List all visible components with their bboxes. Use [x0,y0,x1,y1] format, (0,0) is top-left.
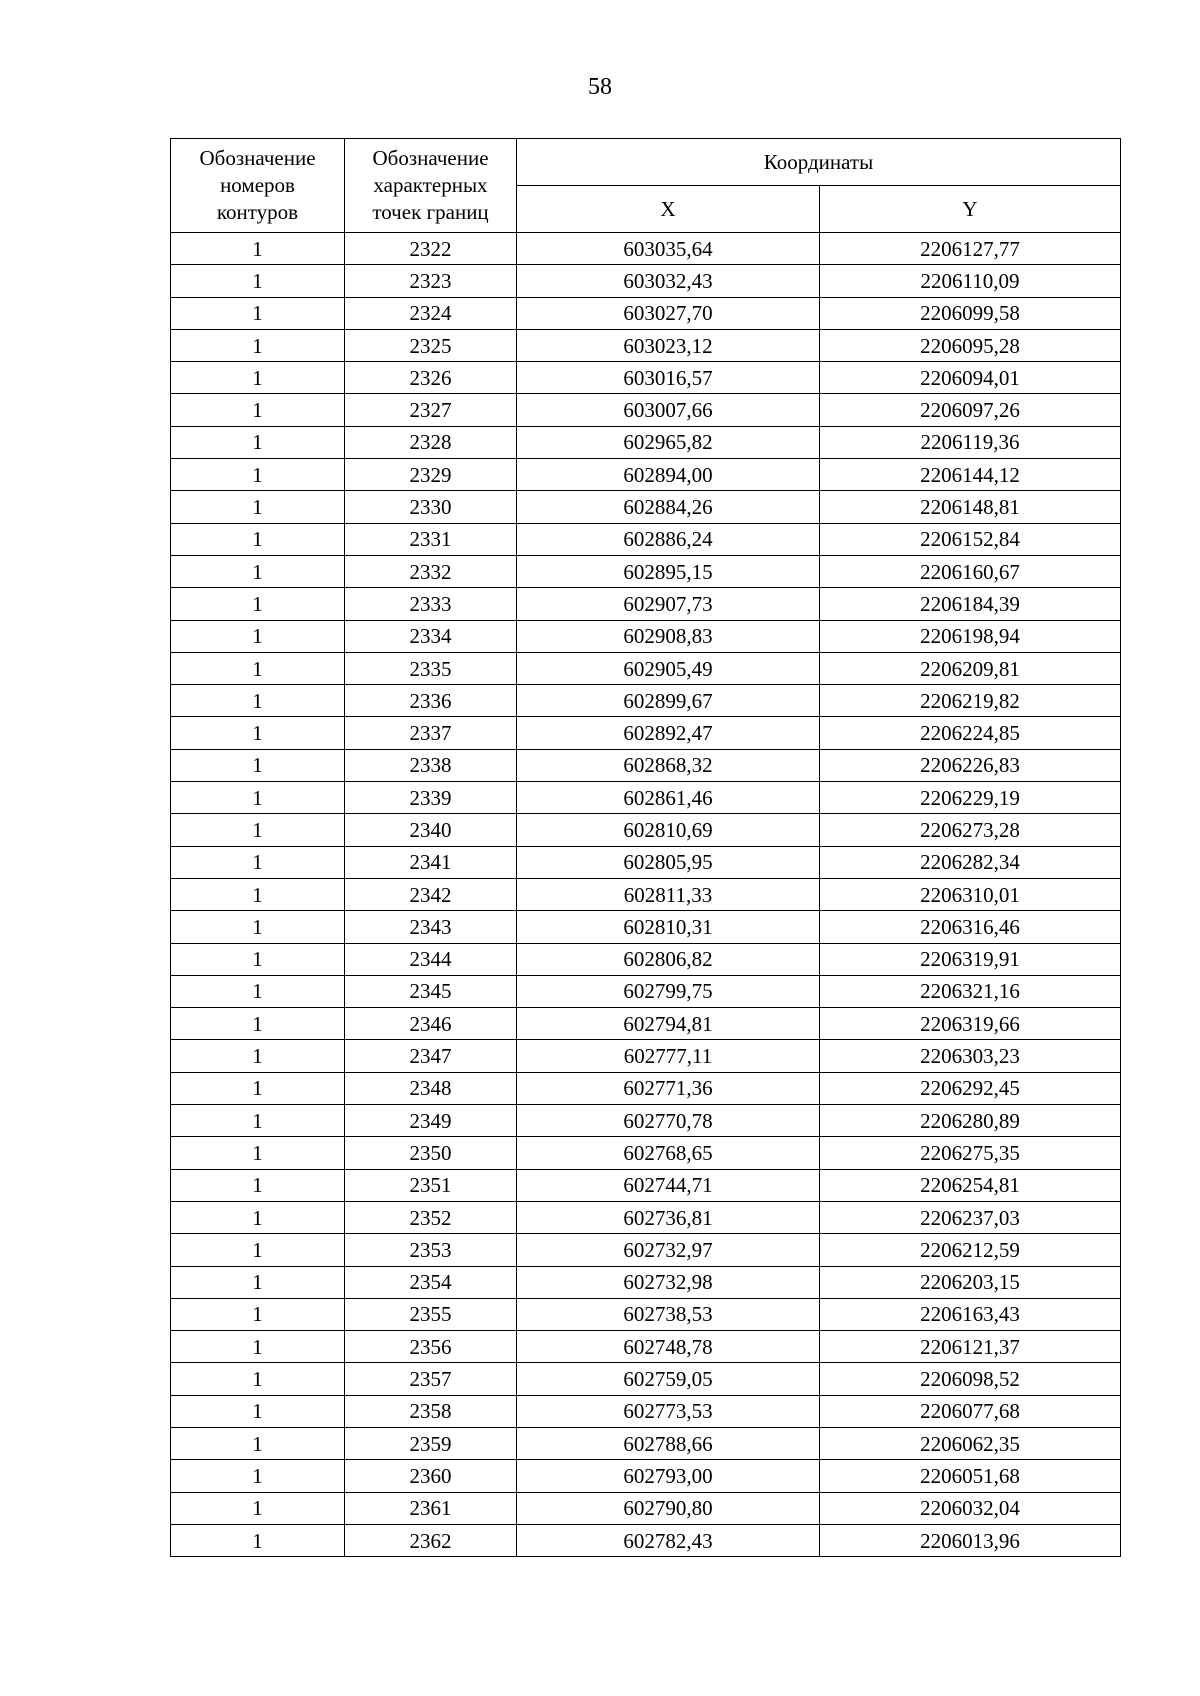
contour-number-cell: 1 [171,878,345,910]
table-row [171,911,1121,943]
table-row [171,1266,1121,1298]
header-contour-numbers [171,139,345,233]
point-number-cell: 2354 [345,1266,517,1298]
table-row [171,523,1121,555]
contour-number-cell: 1 [171,814,345,846]
x-coordinate-cell: 602884,26 [517,491,820,523]
header-contour-line-2: номеров [220,173,295,197]
x-coordinate-cell: 602748,78 [517,1331,820,1363]
table-row [171,782,1121,814]
point-number-cell: 2357 [345,1363,517,1395]
y-coordinate-cell: 2206212,59 [820,1234,1121,1266]
x-coordinate-cell: 603016,57 [517,362,820,394]
point-number-cell: 2356 [345,1331,517,1363]
y-coordinate-cell: 2206319,66 [820,1008,1121,1040]
contour-number-cell: 1 [171,1363,345,1395]
point-number-cell: 2322 [345,233,517,265]
table-row [171,1363,1121,1395]
x-coordinate-cell: 603027,70 [517,297,820,329]
point-number-cell: 2335 [345,652,517,684]
table-row [171,1427,1121,1459]
x-coordinate-cell: 602868,32 [517,749,820,781]
contour-number-cell: 1 [171,491,345,523]
point-number-cell: 2343 [345,911,517,943]
x-coordinate-cell: 602908,83 [517,620,820,652]
contour-number-cell: 1 [171,329,345,361]
contour-number-cell: 1 [171,394,345,426]
contour-number-cell: 1 [171,1169,345,1201]
x-coordinate-cell: 602736,81 [517,1201,820,1233]
point-number-cell: 2341 [345,846,517,878]
contour-number-cell: 1 [171,911,345,943]
point-number-cell: 2347 [345,1040,517,1072]
contour-number-cell: 1 [171,1137,345,1169]
table-row [171,265,1121,297]
point-number-cell: 2360 [345,1460,517,1492]
table-row [171,975,1121,1007]
table-row [171,1040,1121,1072]
y-coordinate-cell: 2206062,35 [820,1427,1121,1459]
x-coordinate-cell: 602744,71 [517,1169,820,1201]
table-row [171,1169,1121,1201]
contour-number-cell: 1 [171,620,345,652]
contour-number-cell: 1 [171,1395,345,1427]
y-coordinate-cell: 2206321,16 [820,975,1121,1007]
table-row [171,426,1121,458]
x-coordinate-cell: 602811,33 [517,878,820,910]
point-number-cell: 2358 [345,1395,517,1427]
y-coordinate-cell: 2206203,15 [820,1266,1121,1298]
y-coordinate-cell: 2206316,46 [820,911,1121,943]
y-coordinate-cell: 2206282,34 [820,846,1121,878]
contour-number-cell: 1 [171,1427,345,1459]
contour-number-cell: 1 [171,1266,345,1298]
table-row [171,1137,1121,1169]
header-x: X [517,186,820,233]
header-contour-line-3: контуров [216,200,299,224]
point-number-cell: 2346 [345,1008,517,1040]
y-coordinate-cell: 2206184,39 [820,588,1121,620]
y-coordinate-cell: 2206209,81 [820,652,1121,684]
x-coordinate-cell: 602965,82 [517,426,820,458]
x-coordinate-cell: 602806,82 [517,943,820,975]
point-number-cell: 2330 [345,491,517,523]
x-coordinate-cell: 602895,15 [517,555,820,587]
header-point-line-2: характерных [373,173,488,197]
contour-number-cell: 1 [171,1298,345,1330]
table-row [171,1331,1121,1363]
contour-number-cell: 1 [171,749,345,781]
table-row [171,943,1121,975]
contour-number-cell: 1 [171,717,345,749]
table-row [171,1072,1121,1104]
contour-number-cell: 1 [171,426,345,458]
coordinates-table [170,138,1121,1557]
y-coordinate-cell: 2206152,84 [820,523,1121,555]
table-row [171,233,1121,265]
point-number-cell: 2337 [345,717,517,749]
table-row [171,1234,1121,1266]
point-number-cell: 2325 [345,329,517,361]
table-row [171,362,1121,394]
y-coordinate-cell: 2206013,96 [820,1524,1121,1556]
x-coordinate-cell: 602773,53 [517,1395,820,1427]
contour-number-cell: 1 [171,652,345,684]
x-coordinate-cell: 603032,43 [517,265,820,297]
point-number-cell: 2355 [345,1298,517,1330]
point-number-cell: 2350 [345,1137,517,1169]
x-coordinate-cell: 602771,36 [517,1072,820,1104]
y-coordinate-cell: 2206032,04 [820,1492,1121,1524]
table-row [171,329,1121,361]
table-row [171,1492,1121,1524]
x-coordinate-cell: 602732,97 [517,1234,820,1266]
point-number-cell: 2352 [345,1201,517,1233]
x-coordinate-cell: 602738,53 [517,1298,820,1330]
point-number-cell: 2362 [345,1524,517,1556]
table-row [171,717,1121,749]
x-coordinate-cell: 602794,81 [517,1008,820,1040]
y-coordinate-cell: 2206148,81 [820,491,1121,523]
page-number: 58 [588,74,612,100]
point-number-cell: 2332 [345,555,517,587]
y-coordinate-cell: 2206144,12 [820,459,1121,491]
x-coordinate-cell: 602894,00 [517,459,820,491]
y-coordinate-cell: 2206119,36 [820,426,1121,458]
table-row [171,394,1121,426]
header-boundary-points [345,139,517,233]
x-coordinate-cell: 602810,69 [517,814,820,846]
y-coordinate-cell: 2206310,01 [820,878,1121,910]
x-coordinate-cell: 603023,12 [517,329,820,361]
point-number-cell: 2361 [345,1492,517,1524]
table-row [171,1460,1121,1492]
table-row [171,588,1121,620]
contour-number-cell: 1 [171,1331,345,1363]
x-coordinate-cell: 603035,64 [517,233,820,265]
x-coordinate-cell: 602759,05 [517,1363,820,1395]
contour-number-cell: 1 [171,1492,345,1524]
y-coordinate-cell: 2206098,52 [820,1363,1121,1395]
table-row [171,814,1121,846]
y-coordinate-cell: 2206110,09 [820,265,1121,297]
x-coordinate-cell: 602790,80 [517,1492,820,1524]
y-coordinate-cell: 2206127,77 [820,233,1121,265]
contour-number-cell: 1 [171,1201,345,1233]
y-coordinate-cell: 2206219,82 [820,685,1121,717]
table-body [171,233,1121,1557]
x-coordinate-cell: 602777,11 [517,1040,820,1072]
table-row [171,491,1121,523]
point-number-cell: 2345 [345,975,517,1007]
y-coordinate-cell: 2206319,91 [820,943,1121,975]
x-coordinate-cell: 602732,98 [517,1266,820,1298]
x-coordinate-cell: 602899,67 [517,685,820,717]
table-row [171,652,1121,684]
point-number-cell: 2326 [345,362,517,394]
contour-number-cell: 1 [171,362,345,394]
point-number-cell: 2339 [345,782,517,814]
y-coordinate-cell: 2206226,83 [820,749,1121,781]
contour-number-cell: 1 [171,1072,345,1104]
y-coordinate-cell: 2206273,28 [820,814,1121,846]
y-coordinate-cell: 2206254,81 [820,1169,1121,1201]
contour-number-cell: 1 [171,1460,345,1492]
table-row [171,459,1121,491]
table-row [171,1298,1121,1330]
x-coordinate-cell: 602810,31 [517,911,820,943]
y-coordinate-cell: 2206121,37 [820,1331,1121,1363]
y-coordinate-cell: 2206237,03 [820,1201,1121,1233]
contour-number-cell: 1 [171,846,345,878]
contour-number-cell: 1 [171,523,345,555]
contour-number-cell: 1 [171,943,345,975]
y-coordinate-cell: 2206292,45 [820,1072,1121,1104]
table-row [171,1524,1121,1556]
table-row [171,685,1121,717]
point-number-cell: 2327 [345,394,517,426]
y-coordinate-cell: 2206198,94 [820,620,1121,652]
contour-number-cell: 1 [171,233,345,265]
x-coordinate-cell: 602907,73 [517,588,820,620]
table-row [171,620,1121,652]
y-coordinate-cell: 2206160,67 [820,555,1121,587]
y-coordinate-cell: 2206097,26 [820,394,1121,426]
point-number-cell: 2331 [345,523,517,555]
x-coordinate-cell: 603007,66 [517,394,820,426]
point-number-cell: 2353 [345,1234,517,1266]
table-header [171,139,1121,233]
x-coordinate-cell: 602768,65 [517,1137,820,1169]
contour-number-cell: 1 [171,588,345,620]
contour-number-cell: 1 [171,555,345,587]
header-contour-line-1: Обозначение [199,146,316,170]
contour-number-cell: 1 [171,685,345,717]
point-number-cell: 2336 [345,685,517,717]
point-number-cell: 2351 [345,1169,517,1201]
table-row [171,1201,1121,1233]
y-coordinate-cell: 2206163,43 [820,1298,1121,1330]
point-number-cell: 2349 [345,1105,517,1137]
table-row [171,555,1121,587]
x-coordinate-cell: 602905,49 [517,652,820,684]
y-coordinate-cell: 2206229,19 [820,782,1121,814]
point-number-cell: 2329 [345,459,517,491]
y-coordinate-cell: 2206099,58 [820,297,1121,329]
table-row [171,297,1121,329]
point-number-cell: 2342 [345,878,517,910]
contour-number-cell: 1 [171,1008,345,1040]
header-y: Y [820,186,1121,233]
contour-number-cell: 1 [171,1040,345,1072]
contour-number-cell: 1 [171,975,345,1007]
contour-number-cell: 1 [171,1234,345,1266]
contour-number-cell: 1 [171,297,345,329]
y-coordinate-cell: 2206051,68 [820,1460,1121,1492]
contour-number-cell: 1 [171,1105,345,1137]
point-number-cell: 2334 [345,620,517,652]
contour-number-cell: 1 [171,265,345,297]
x-coordinate-cell: 602892,47 [517,717,820,749]
y-coordinate-cell: 2206275,35 [820,1137,1121,1169]
y-coordinate-cell: 2206303,23 [820,1040,1121,1072]
y-coordinate-cell: 2206280,89 [820,1105,1121,1137]
point-number-cell: 2338 [345,749,517,781]
y-coordinate-cell: 2206077,68 [820,1395,1121,1427]
table-row [171,846,1121,878]
table-row [171,1105,1121,1137]
point-number-cell: 2340 [345,814,517,846]
table-row [171,1395,1121,1427]
point-number-cell: 2333 [345,588,517,620]
x-coordinate-cell: 602788,66 [517,1427,820,1459]
y-coordinate-cell: 2206094,01 [820,362,1121,394]
x-coordinate-cell: 602805,95 [517,846,820,878]
point-number-cell: 2348 [345,1072,517,1104]
contour-number-cell: 1 [171,1524,345,1556]
y-coordinate-cell: 2206095,28 [820,329,1121,361]
contour-number-cell: 1 [171,782,345,814]
y-coordinate-cell: 2206224,85 [820,717,1121,749]
x-coordinate-cell: 602861,46 [517,782,820,814]
point-number-cell: 2328 [345,426,517,458]
header-coordinates: Координаты [517,139,1121,186]
x-coordinate-cell: 602782,43 [517,1524,820,1556]
contour-number-cell: 1 [171,459,345,491]
x-coordinate-cell: 602793,00 [517,1460,820,1492]
point-number-cell: 2359 [345,1427,517,1459]
point-number-cell: 2344 [345,943,517,975]
x-coordinate-cell: 602770,78 [517,1105,820,1137]
table-row [171,878,1121,910]
table-row [171,1008,1121,1040]
point-number-cell: 2324 [345,297,517,329]
table-row [171,749,1121,781]
point-number-cell: 2323 [345,265,517,297]
header-point-line-1: Обозначение [372,146,489,170]
x-coordinate-cell: 602799,75 [517,975,820,1007]
header-point-line-3: точек границ [372,200,489,224]
x-coordinate-cell: 602886,24 [517,523,820,555]
